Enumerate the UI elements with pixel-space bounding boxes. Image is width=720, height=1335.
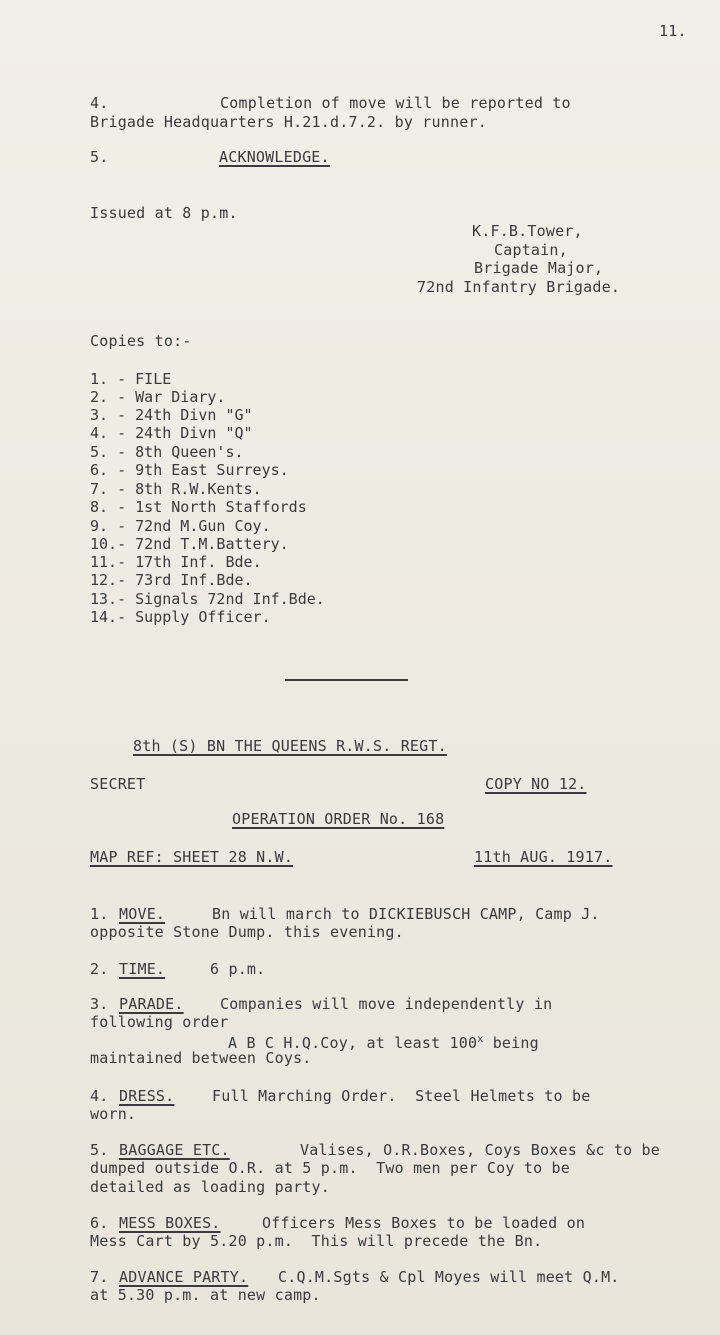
list-item: 6. - 9th East Surreys. [90,461,289,479]
para5-number: 5. [90,148,109,166]
p4-number: 4. [90,1087,109,1105]
p7-line2: at 5.30 p.m. at new camp. [90,1286,321,1304]
p3-heading: PARADE. [119,995,184,1013]
p1-heading: MOVE. [119,905,166,923]
unit-title: 8th (S) BN THE QUEENS R.W.S. REGT. [133,737,447,755]
page-number: 11. [659,22,687,40]
p2-heading: TIME. [119,960,166,978]
p7-number: 7. [90,1268,109,1286]
list-item: 10.- 72nd T.M.Battery. [90,535,289,553]
p4-heading: DRESS. [119,1087,175,1105]
list-item: 5. - 8th Queen's. [90,443,244,461]
order-date: 11th AUG. 1917. [474,848,613,866]
p7-heading: ADVANCE PARTY. [119,1268,249,1286]
list-item: 1. - FILE [90,370,172,388]
list-item: 8. - 1st North Staffords [90,498,307,516]
copy-number: COPY NO 12. [485,775,587,793]
p3-line3-end: being [483,1034,539,1052]
issued-time: Issued at 8 p.m. [90,204,238,222]
p6-heading: MESS BOXES. [119,1214,221,1232]
p6-number: 6. [90,1214,109,1232]
p5-line2: dumped outside O.R. at 5 p.m. Two men per Coy to be [90,1159,570,1177]
signature-unit: 72nd Infantry Brigade. [417,278,621,296]
p2-text: 6 p.m. [210,960,266,978]
p6-line2: Mess Cart by 5.20 p.m. This will precede the Bn. [90,1232,543,1250]
secret-marking: SECRET [90,775,146,793]
p1-line1: Bn will march to DICKIEBUSCH CAMP, Camp J. [212,905,600,923]
p5-number: 5. [90,1141,109,1159]
p3-line3-text: A B C H.Q.Coy, at least 100 [228,1034,478,1052]
list-item: 14.- Supply Officer. [90,608,271,626]
p1-line2: opposite Stone Dump. this evening. [90,923,404,941]
p2-number: 2. [90,960,109,978]
list-item: 7. - 8th R.W.Kents. [90,480,262,498]
signature-name: K.F.B.Tower, [472,222,583,240]
para4-number: 4. [90,94,109,112]
para4-line1: Completion of move will be reported to [220,94,571,112]
acknowledge-heading: ACKNOWLEDGE. [219,148,330,166]
p5-line3: detailed as loading party. [90,1178,330,1196]
p5-heading: BAGGAGE ETC. [119,1141,230,1159]
para4-line2: Brigade Headquarters H.21.d.7.2. by runner. [90,113,487,131]
p6-line1: Officers Mess Boxes to be loaded on [262,1214,586,1232]
signature-appointment: Brigade Major, [474,259,604,277]
operation-order-title: OPERATION ORDER No. 168 [232,810,445,828]
p7-line1: C.Q.M.Sgts & Cpl Moyes will meet Q.M. [278,1268,620,1286]
list-item: 13.- Signals 72nd Inf.Bde. [90,590,325,608]
p5-line1: Valises, O.R.Boxes, Coys Boxes &c to be [300,1141,660,1159]
section-divider [285,679,408,681]
list-item: 11.- 17th Inf. Bde. [90,553,262,571]
map-reference: MAP REF: SHEET 28 N.W. [90,848,294,866]
p3-line4: maintained between Coys. [90,1049,312,1067]
list-item: 12.- 73rd Inf.Bde. [90,571,253,589]
p4-line2: worn. [90,1105,137,1123]
list-item: 4. - 24th Divn "Q" [90,424,253,442]
list-item: 2. - War Diary. [90,388,226,406]
list-item: 9. - 72nd M.Gun Coy. [90,517,271,535]
p3-number: 3. [90,995,109,1013]
p3-superscript: x [477,1034,484,1045]
signature-rank: Captain, [494,241,568,259]
p3-line2: following order [90,1013,229,1031]
p3-line1: Companies will move independently in [220,995,553,1013]
p1-number: 1. [90,905,109,923]
p4-line1: Full Marching Order. Steel Helmets to be [212,1087,591,1105]
list-item: 3. - 24th Divn "G" [90,406,253,424]
copies-heading: Copies to:- [90,332,192,350]
